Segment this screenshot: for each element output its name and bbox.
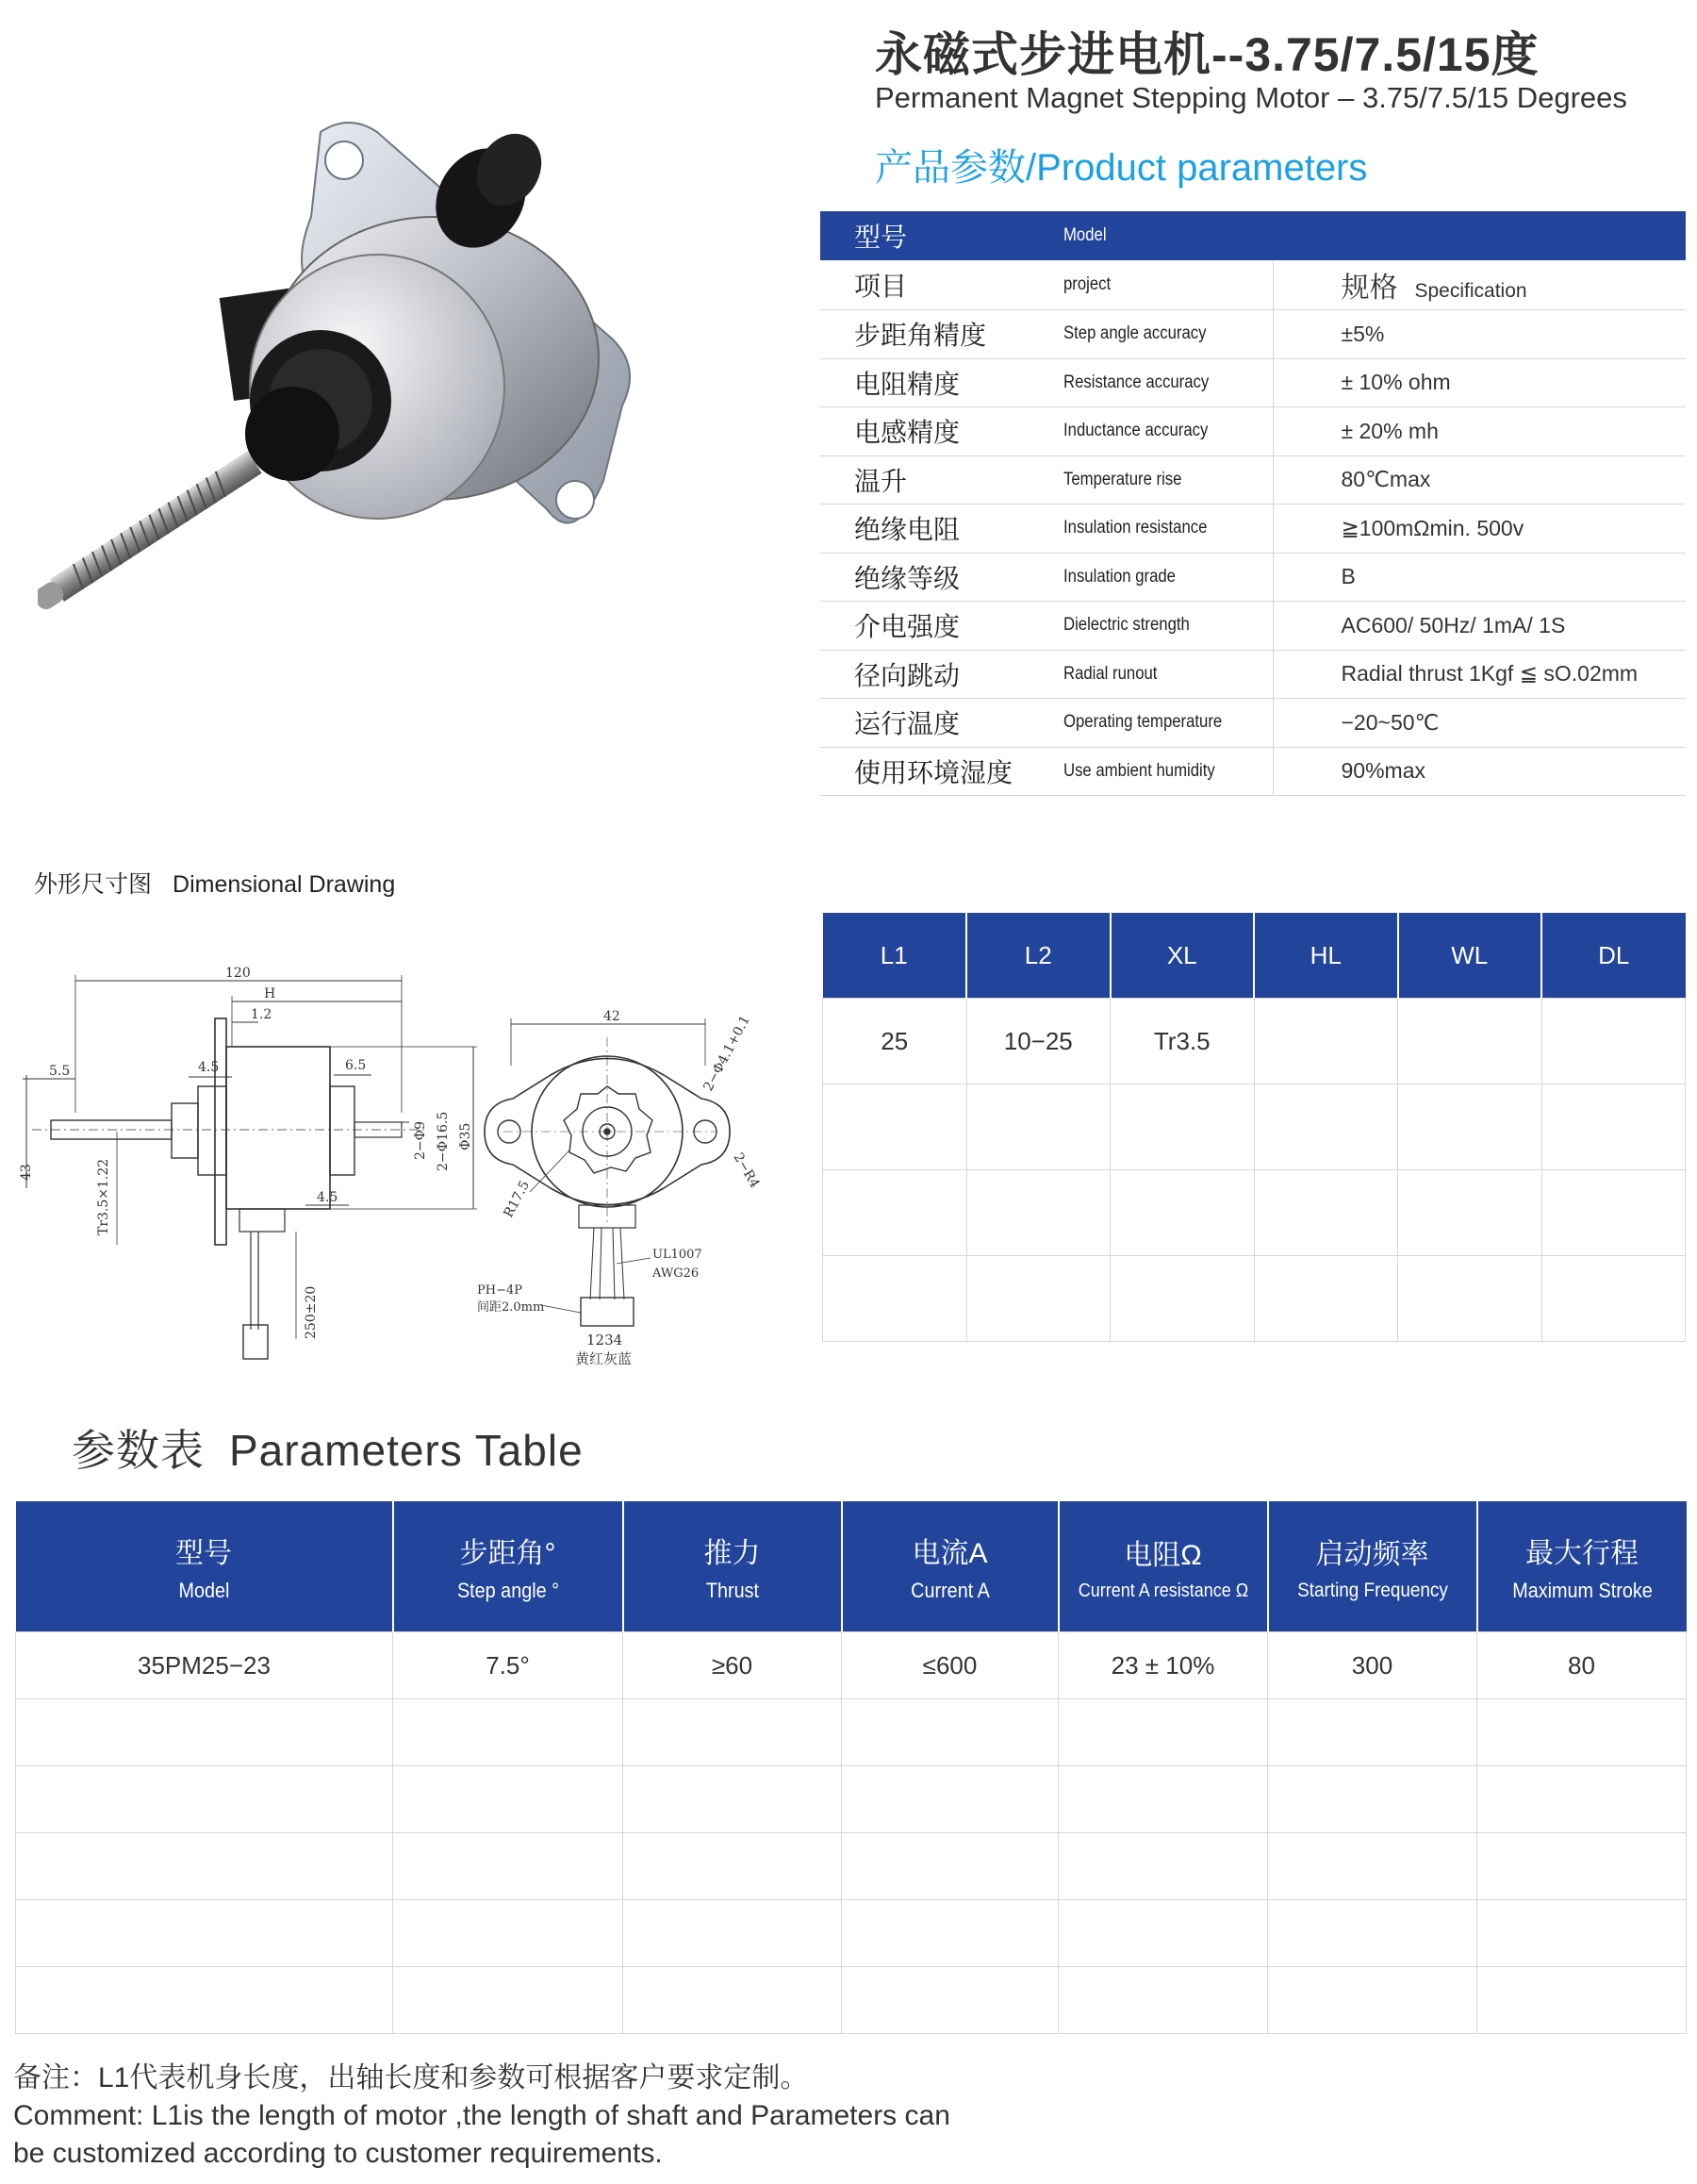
dim-4-5b: 4.5 — [317, 1190, 338, 1205]
spec-table — [820, 211, 1686, 796]
size-row — [823, 1170, 1686, 1256]
section-heading: 产品参数/Product parameters — [875, 147, 1368, 189]
param-row — [16, 1833, 1687, 1900]
dim-2-phi9: 2−Φ9 — [413, 1120, 428, 1160]
dim-120: 120 — [225, 966, 251, 981]
size-row — [823, 1256, 1686, 1342]
comment-line-en-1: Comment: L1is the length of motor ,the length of shaft and Parameters can — [13, 2100, 950, 2131]
spec-row: 温升 Temperature rise 80℃max — [820, 455, 1686, 505]
spec-row: 运行温度 Operating temperature −20~50℃ — [820, 699, 1686, 748]
dim-42: 42 — [603, 1009, 620, 1024]
spec-project-en: project — [1063, 260, 1273, 310]
comment-line-en-2: be customized according to customer requirements. — [13, 2138, 663, 2169]
size-row — [823, 1084, 1686, 1170]
spec-row: 绝缘电阻 Insulation resistance ≧100mΩmin. 500v — [820, 505, 1686, 554]
dim-phi35: Φ35 — [458, 1122, 473, 1150]
dim-4-5a: 4.5 — [198, 1060, 220, 1075]
dim-2-r4: 2−R4 — [730, 1150, 763, 1191]
spec-row: 绝缘等级 Insulation grade B — [820, 553, 1686, 602]
comment-block — [13, 2060, 950, 2173]
param-row — [16, 1766, 1687, 1833]
dim-tr: Tr3.5×1.22 — [96, 1158, 111, 1235]
param-header-step-angle: 步距角° Step angle ° — [393, 1501, 623, 1632]
param-header-frequency: 启动频率 Starting Frequency — [1268, 1501, 1477, 1632]
size-row: 25 10−25 Tr3.5 — [823, 999, 1686, 1084]
dim-5-5: 5.5 — [49, 1064, 71, 1079]
spec-row: 径向跳动 Radial runout Radial thrust 1Kgf ≦ sO.02mm — [820, 650, 1686, 699]
label-wire-colors: 黄红灰蓝 — [575, 1350, 633, 1367]
size-header: L1 — [823, 913, 967, 999]
label-pitch: 间距2.0mm — [477, 1300, 545, 1315]
spec-project-cn: 项目 — [820, 260, 1063, 310]
label-ph-4p: PH−4P — [477, 1283, 522, 1298]
spec-row: 步距角精度 Step angle accuracy ±5% — [820, 310, 1686, 359]
spec-row: 介电强度 Dielectric strength AC600/ 50Hz/ 1mA/ 1S — [820, 602, 1686, 651]
dim-43: 43 — [19, 1164, 34, 1181]
spec-row: 电感精度 Inductance accuracy ± 20% mh — [820, 407, 1686, 456]
spec-head-empty — [1273, 211, 1686, 260]
param-header-thrust: 推力 Thrust — [623, 1501, 842, 1632]
page-title: 永磁式步进电机--3.75/7.5/15度 — [875, 28, 1540, 81]
dim-250: 250±20 — [304, 1285, 319, 1339]
parameters-title: 参数表 Parameters Table — [72, 1426, 584, 1475]
size-header: XL — [1111, 913, 1255, 999]
size-header: HL — [1254, 913, 1398, 999]
dim-r17-5: R17.5 — [501, 1178, 534, 1220]
label-awg26: AWG26 — [652, 1266, 700, 1281]
spec-specification-label: 规格 Specification — [1273, 260, 1686, 310]
spec-head-en: Model — [1063, 211, 1273, 260]
spec-row: 使用环境湿度 Use ambient humidity 90%max — [820, 747, 1686, 796]
label-pins: 1234 — [586, 1332, 623, 1348]
comment-line-cn: 备注：L1代表机身长度，出轴长度和参数可根据客户要求定制。 — [13, 2062, 809, 2093]
dimensional-drawing — [13, 962, 786, 1415]
page-subtitle: Permanent Magnet Stepping Motor – 3.75/7.5/15 Degrees — [875, 81, 1627, 114]
motor-product-image — [38, 104, 754, 707]
dim-1-2: 1.2 — [251, 1007, 272, 1022]
size-header: WL — [1398, 913, 1542, 999]
spec-row: 电阻精度 Resistance accuracy ± 10% ohm — [820, 358, 1686, 407]
dimension-title: 外形尺寸图 Dimensional Drawing — [34, 871, 396, 898]
param-row: 35PM25−23 7.5° ≥60 ≤600 23 ± 10% 300 80 — [16, 1632, 1687, 1699]
dim-h: H — [264, 986, 276, 1001]
param-header-stroke: 最大行程 Maximum Stroke — [1477, 1501, 1687, 1632]
label-ul1007: UL1007 — [652, 1248, 702, 1262]
param-header-model: 型号 Model — [16, 1501, 393, 1632]
spec-head-cn: 型号 — [820, 211, 1063, 260]
param-header-resistance: 电阻Ω Current A resistance Ω — [1059, 1501, 1268, 1632]
param-header-current: 电流A Current A — [842, 1501, 1059, 1632]
param-row — [16, 1699, 1687, 1766]
dim-2-phi4-1: 2−Φ4.1+0.1 — [700, 1013, 754, 1094]
dim-2-phi16-5: 2−Φ16.5 — [436, 1111, 451, 1171]
size-table — [822, 913, 1686, 1342]
param-row — [16, 1900, 1687, 1967]
dim-6-5: 6.5 — [345, 1058, 367, 1073]
size-header: DL — [1541, 913, 1686, 999]
size-header: L2 — [966, 913, 1111, 999]
parameters-table — [15, 1501, 1687, 2034]
param-row — [16, 1967, 1687, 2034]
